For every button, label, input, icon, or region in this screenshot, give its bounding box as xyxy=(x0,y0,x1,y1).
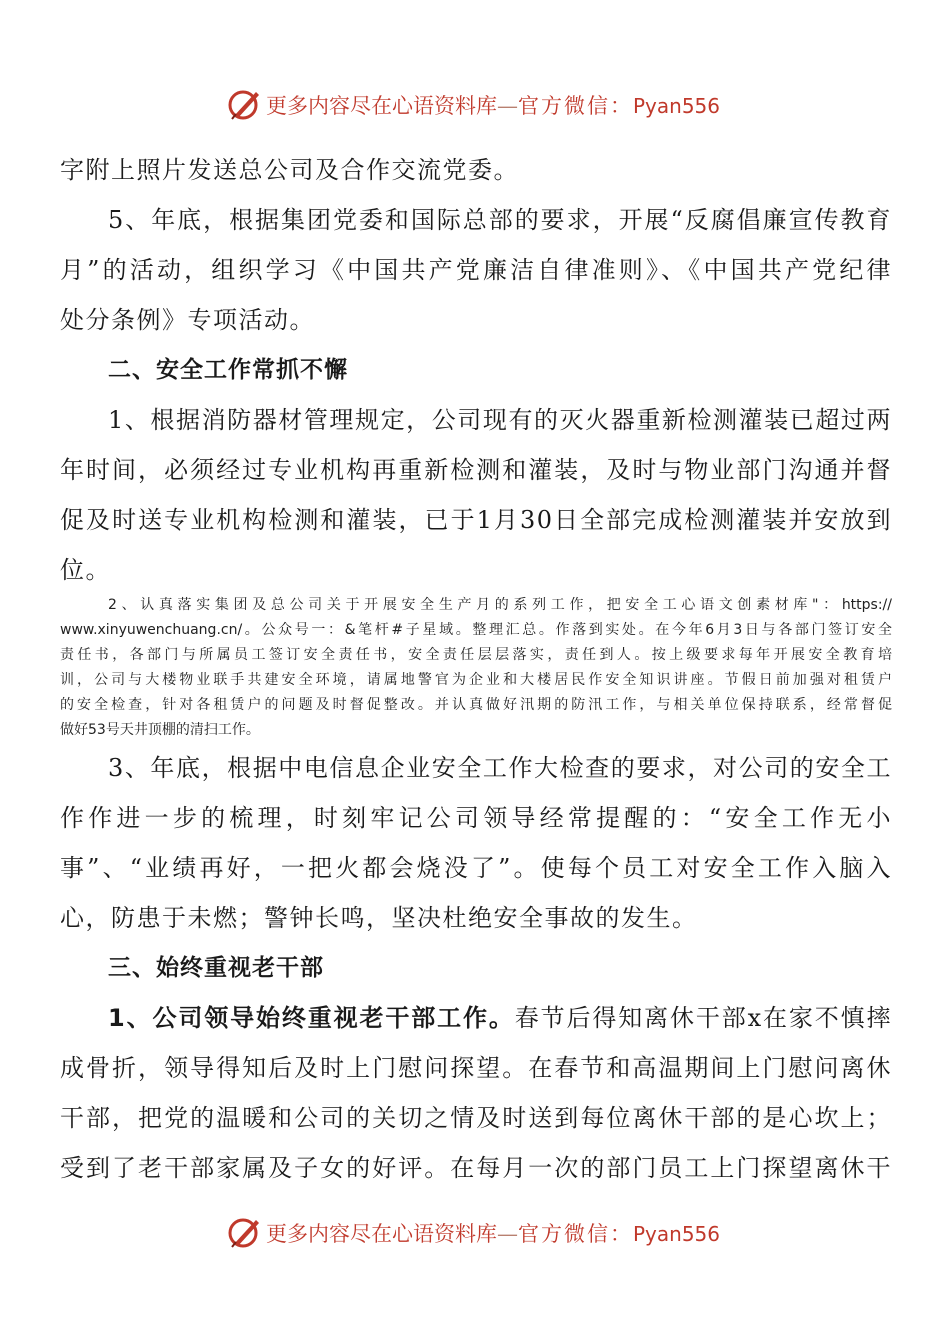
lead-rest: 春节后得知离休干部x在家不慎摔 xyxy=(514,1004,892,1032)
banner-text: 更多内容尽在心语资料库—官方微信：Pyan556 xyxy=(266,94,721,118)
paragraph-line: 成骨折，领导得知后及时上门慰问探望。在春节和高温期间上门慰问离休 xyxy=(60,1054,892,1082)
paragraph-line xyxy=(108,1002,892,1034)
paragraph-line: 1、根据消防器材管理规定，公司现有的灭火器重新检测灌装已超过两 xyxy=(108,406,892,434)
header-banner xyxy=(0,84,950,124)
small-text-line: 的安全检查，针对各租赁户的问题及时督促整改。并认真做好汛期的防汛工作，与相关单位保持联系，经常督促 xyxy=(60,697,892,713)
paragraph-line: 月”的活动，组织学习《中国共产党廉洁自律准则》、《中国共产党纪律 xyxy=(60,256,892,284)
paragraph-line: 5、年底，根据集团党委和国际总部的要求，开展“反腐倡廉宣传教育 xyxy=(108,206,892,234)
small-text-line: 2、认真落实集团及总公司关于开展安全生产月的系列工作，把安全工心语文创素材库"：https:// xyxy=(108,597,892,613)
footer-banner xyxy=(0,1212,950,1252)
quill-pen-logo-icon xyxy=(226,1214,262,1250)
small-text-line: 训，公司与大楼物业联手共建安全环境，请属地警官为企业和大楼居民作安全知识讲座。节假日前加强对租赁户 xyxy=(60,672,892,688)
small-text-line: 做好53号天井顶棚的清扫工作。 xyxy=(60,722,260,738)
paragraph-line: 促及时送专业机构检测和灌装，已于1月30日全部完成检测灌装并安放到 xyxy=(60,506,892,534)
paragraph-line: 作作进一步的梳理，时刻牢记公司领导经常提醒的：“安全工作无小 xyxy=(60,804,892,832)
paragraph-line: 受到了老干部家属及子女的好评。在每月一次的部门员工上门探望离休干 xyxy=(60,1154,892,1182)
paragraph-line: 字附上照片发送总公司及合作交流党委。 xyxy=(60,156,519,184)
bold-lead: 1、公司领导始终重视老干部工作。 xyxy=(108,1004,515,1032)
paragraph-line: 处分条例》专项活动。 xyxy=(60,306,315,334)
section-heading: 二、安全工作常抓不懈 xyxy=(108,357,348,383)
paragraph-line: 年时间，必须经过专业机构再重新检测和灌装，及时与物业部门沟通并督 xyxy=(60,456,892,484)
paragraph-line: 干部，把党的温暖和公司的关切之情及时送到每位离休干部的是心坎上； xyxy=(60,1104,892,1132)
quill-pen-logo-icon xyxy=(226,86,262,122)
paragraph-line: 位。 xyxy=(60,556,111,584)
banner-text: 更多内容尽在心语资料库—官方微信：Pyan556 xyxy=(266,1222,721,1246)
paragraph-line: 3、年底，根据中电信息企业安全工作大检查的要求，对公司的安全工 xyxy=(108,754,892,782)
paragraph-line: 心，防患于未燃；警钟长鸣，坚决杜绝安全事故的发生。 xyxy=(60,904,698,932)
small-text-line: www.xinyuwenchuang.cn/。公众号一：&笔杆#子星域。整理汇总。作落到实处。在今年6月3日与各部门签订安全 xyxy=(60,622,892,638)
small-text-line: 责任书，各部门与所属员工签订安全责任书，安全责任层层落实，责任到人。按上级要求每年开展安全教育培 xyxy=(60,647,892,663)
paragraph-line: 事”、“业绩再好，一把火都会烧没了”。使每个员工对安全工作入脑入 xyxy=(60,854,892,882)
section-heading: 三、始终重视老干部 xyxy=(108,955,324,981)
